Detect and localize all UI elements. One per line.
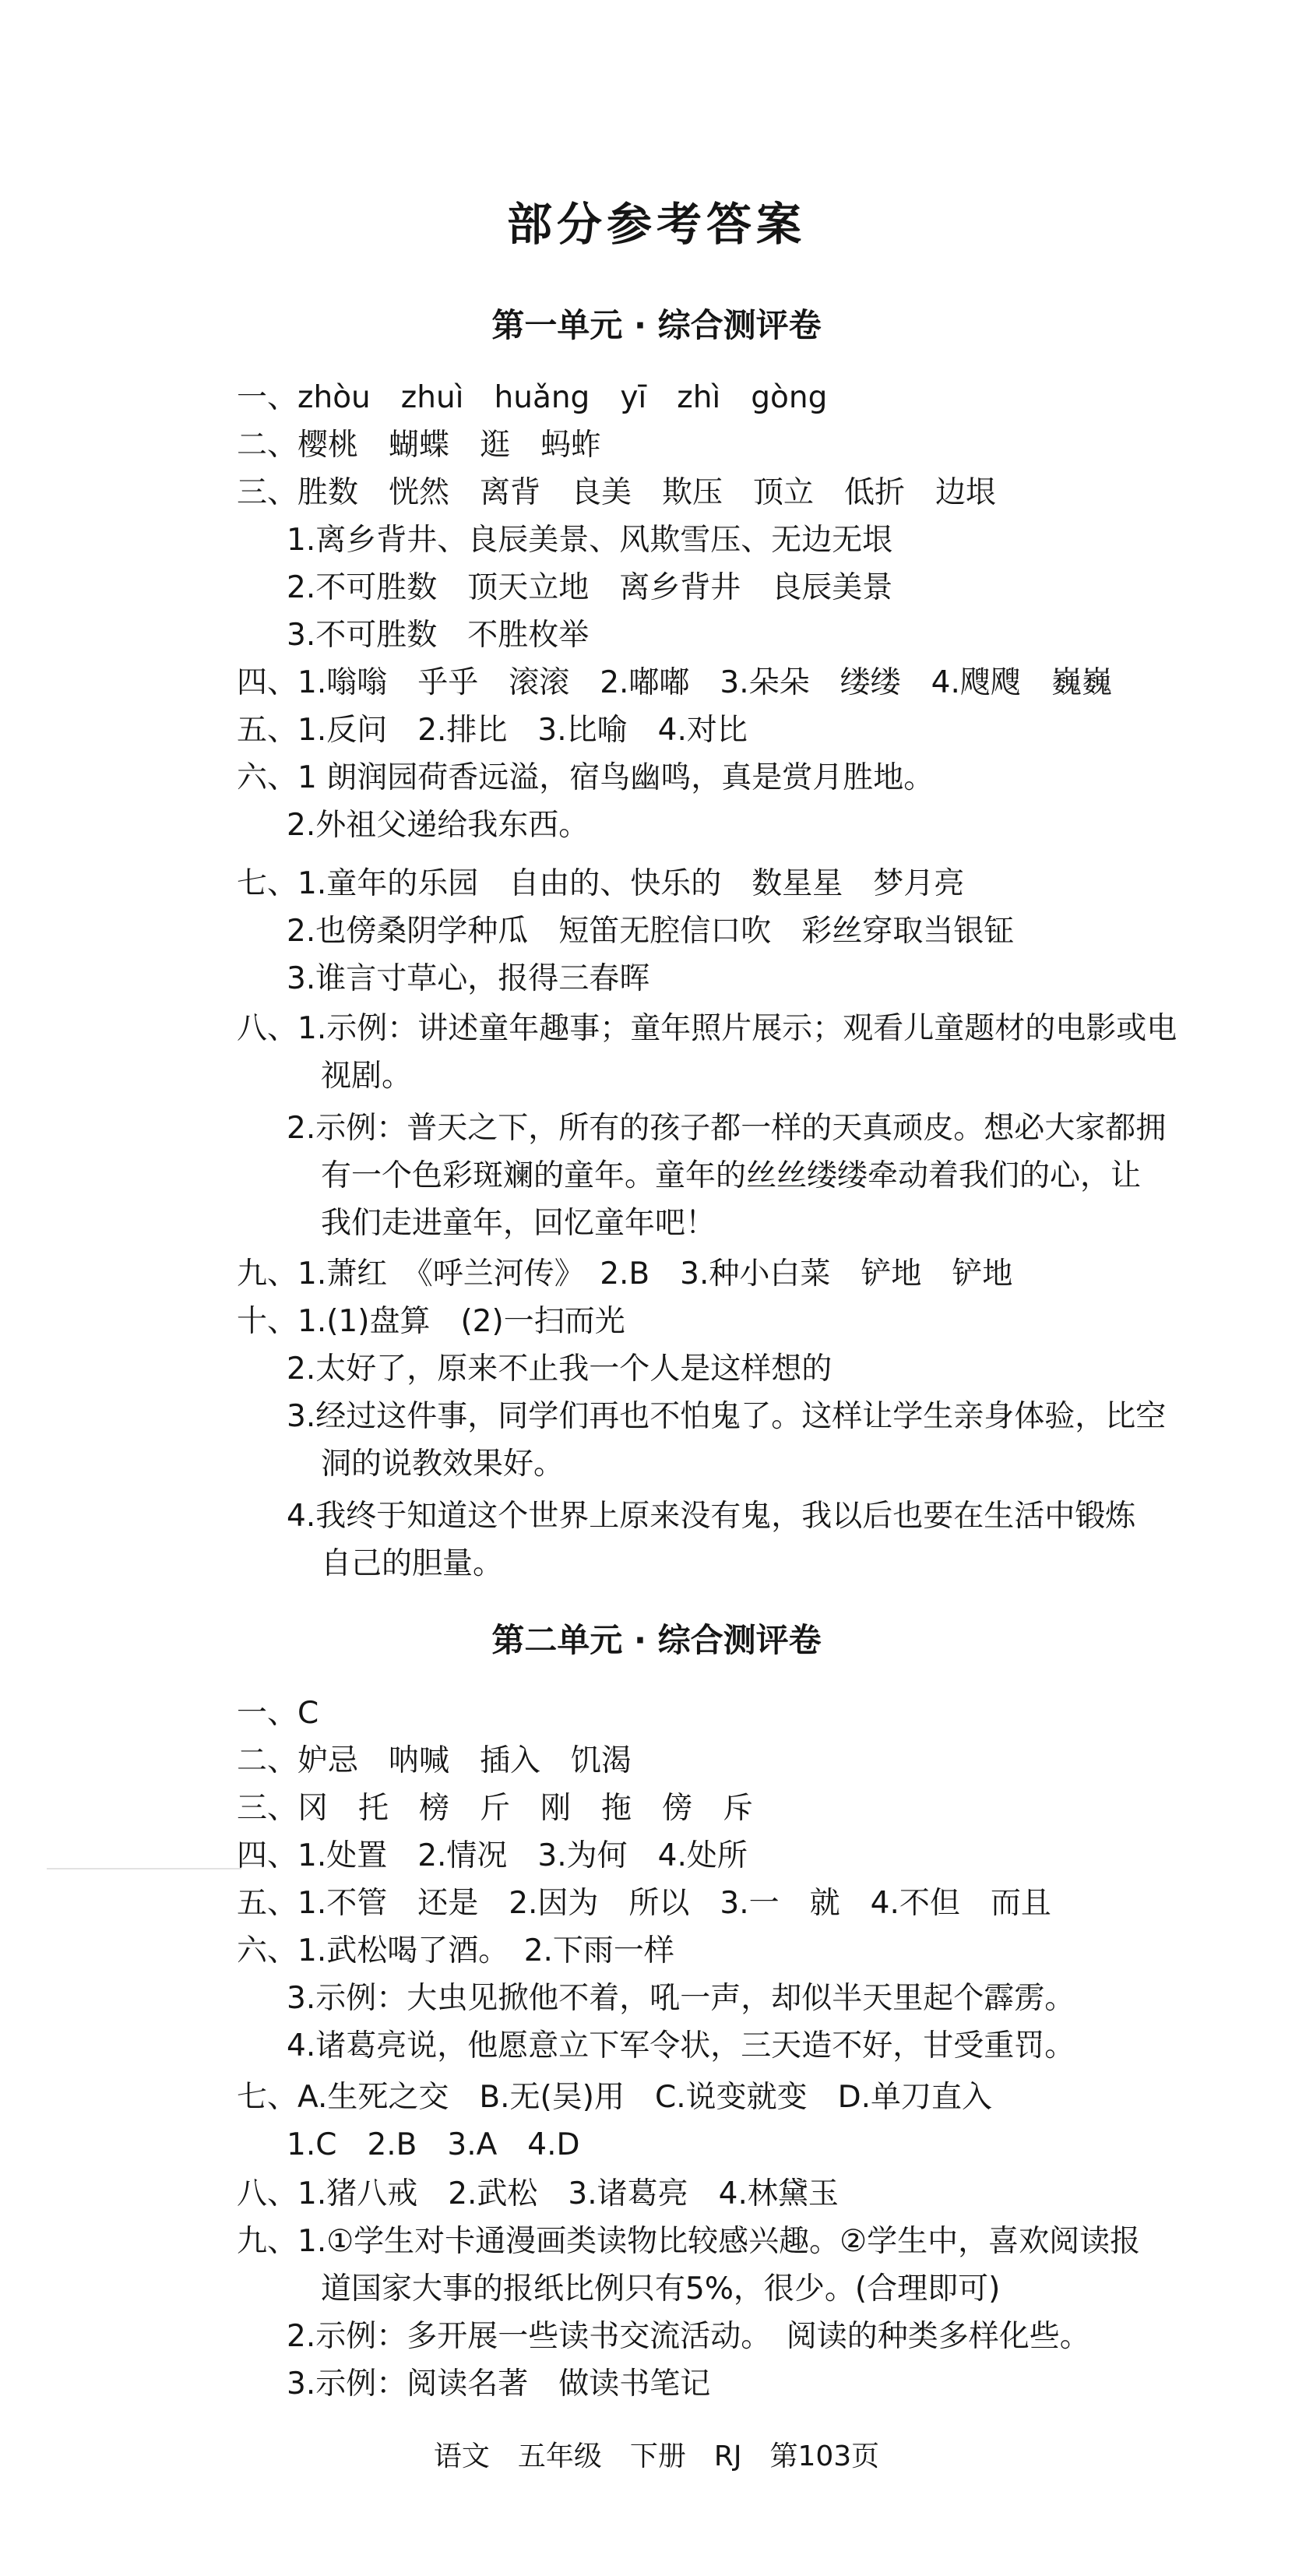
scan-artifact-line <box>47 1868 241 1869</box>
page-footer: 语文 五年级 下册 RJ 第103页 <box>433 2440 880 2472</box>
unit1-answer-line: 2.示例：普天之下，所有的孩子都一样的天真顽皮。想必大家都拥 <box>287 1111 1167 1146</box>
unit1-answer-line: 九、1.萧红 《呼兰河传》 2.B 3.种小白菜 铲地 铲地 <box>237 1256 1013 1292</box>
unit1-answer-line: 洞的说教效果好。 <box>321 1447 565 1482</box>
unit2-answer-line: 二、妒忌 呐喊 插入 饥渴 <box>237 1743 632 1778</box>
unit1-answer-line: 3.不可胜数 不胜枚举 <box>287 618 590 653</box>
unit1-answer-line: 六、1 朗润园荷香远溢，宿鸟幽鸣，真是赏月胜地。 <box>237 760 935 795</box>
unit1-answer-line: 一、zhòu zhuì huǎng yī zhì gòng <box>237 380 828 415</box>
unit1-answer-line: 五、1.反问 2.排比 3.比喻 4.对比 <box>237 713 748 748</box>
unit2-answer-line: 4.诸葛亮说，他愿意立下军令状，三天造不好，甘受重罚。 <box>287 2028 1075 2063</box>
unit2-heading: 第二单元 · 综合测评卷 <box>491 1621 822 1659</box>
unit2-answer-line: 道国家大事的报纸比例只有5%，很少。(合理即可) <box>321 2271 1001 2306</box>
unit1-answer-line: 1.离乡背井、良辰美景、风欺雪压、无边无垠 <box>287 523 893 558</box>
unit2-answer-line: 八、1.猪八戒 2.武松 3.诸葛亮 4.林黛玉 <box>237 2176 839 2211</box>
unit1-answer-line: 2.不可胜数 顶天立地 离乡背井 良辰美景 <box>287 570 893 605</box>
unit2-answer-line: 四、1.处置 2.情况 3.为何 4.处所 <box>237 1838 748 1873</box>
unit1-answer-line: 自己的胆量。 <box>321 1546 504 1581</box>
unit1-answer-line: 2.太好了，原来不止我一个人是这样想的 <box>287 1351 833 1387</box>
unit2-answer-line: 2.示例：多开展一些读书交流活动。 阅读的种类多样化些。 <box>287 2319 1090 2354</box>
page-title: 部分参考答案 <box>506 198 806 251</box>
unit2-answer-line: 三、冈 托 榜 斤 刚 拖 傍 斥 <box>237 1791 754 1826</box>
unit2-answer-line: 3.示例：大虫见掀他不着，吼一声，却似半天里起个霹雳。 <box>287 1981 1075 2016</box>
unit2-answer-line: 五、1.不管 还是 2.因为 所以 3.一 就 4.不但 而且 <box>237 1886 1051 1921</box>
unit1-answer-line: 3.谁言寸草心，报得三春晖 <box>287 961 650 996</box>
unit2-answer-line: 九、1.①学生对卡通漫画类读物比较感兴趣。②学生中，喜欢阅读报 <box>237 2224 1141 2259</box>
unit1-answer-line: 2.也傍桑阴学种瓜 短笛无腔信口吹 彩丝穿取当银钲 <box>287 914 1015 949</box>
unit1-answer-line: 视剧。 <box>321 1059 413 1094</box>
unit2-answer-line: 3.示例：阅读名著 做读书笔记 <box>287 2366 711 2402</box>
unit2-answer-line: 六、1.武松喝了酒。 2.下雨一样 <box>237 1933 674 1968</box>
unit1-answer-line: 二、樱桃 蝴蝶 逛 蚂蚱 <box>237 428 602 463</box>
unit1-answer-line: 有一个色彩斑斓的童年。童年的丝丝缕缕牵动着我们的心，让 <box>321 1158 1142 1193</box>
unit2-answer-line: 1.C 2.B 3.A 4.D <box>287 2127 580 2162</box>
unit2-answer-line: 一、C <box>237 1696 319 1731</box>
unit1-answer-line: 4.我终于知道这个世界上原来没有鬼，我以后也要在生活中锻炼 <box>287 1499 1136 1534</box>
unit1-answer-line: 八、1.示例：讲述童年趣事；童年照片展示；观看儿童题材的电影或电 <box>237 1011 1177 1046</box>
unit1-answer-line: 七、1.童年的乐园 自由的、快乐的 数星星 梦月亮 <box>237 866 965 901</box>
unit1-answer-line: 我们走进童年，回忆童年吧！ <box>321 1206 716 1241</box>
unit2-answer-line: 七、A.生死之交 B.无(吴)用 C.说变就变 D.单刀直入 <box>237 2080 993 2115</box>
unit1-answer-line: 十、1.(1)盘算 (2)一扫而光 <box>237 1304 625 1339</box>
unit1-answer-line: 四、1.嗡嗡 乎乎 滚滚 2.嘟嘟 3.朵朵 缕缕 4.飕飕 巍巍 <box>237 665 1112 700</box>
unit1-answer-line: 2.外祖父递给我东西。 <box>287 808 590 843</box>
unit1-heading: 第一单元 · 综合测评卷 <box>491 306 822 344</box>
unit1-answer-line: 3.经过这件事，同学们再也不怕鬼了。这样让学生亲身体验，比空 <box>287 1399 1167 1434</box>
unit1-answer-line: 三、胜数 恍然 离背 良美 欺压 顶立 低折 边垠 <box>237 475 997 510</box>
